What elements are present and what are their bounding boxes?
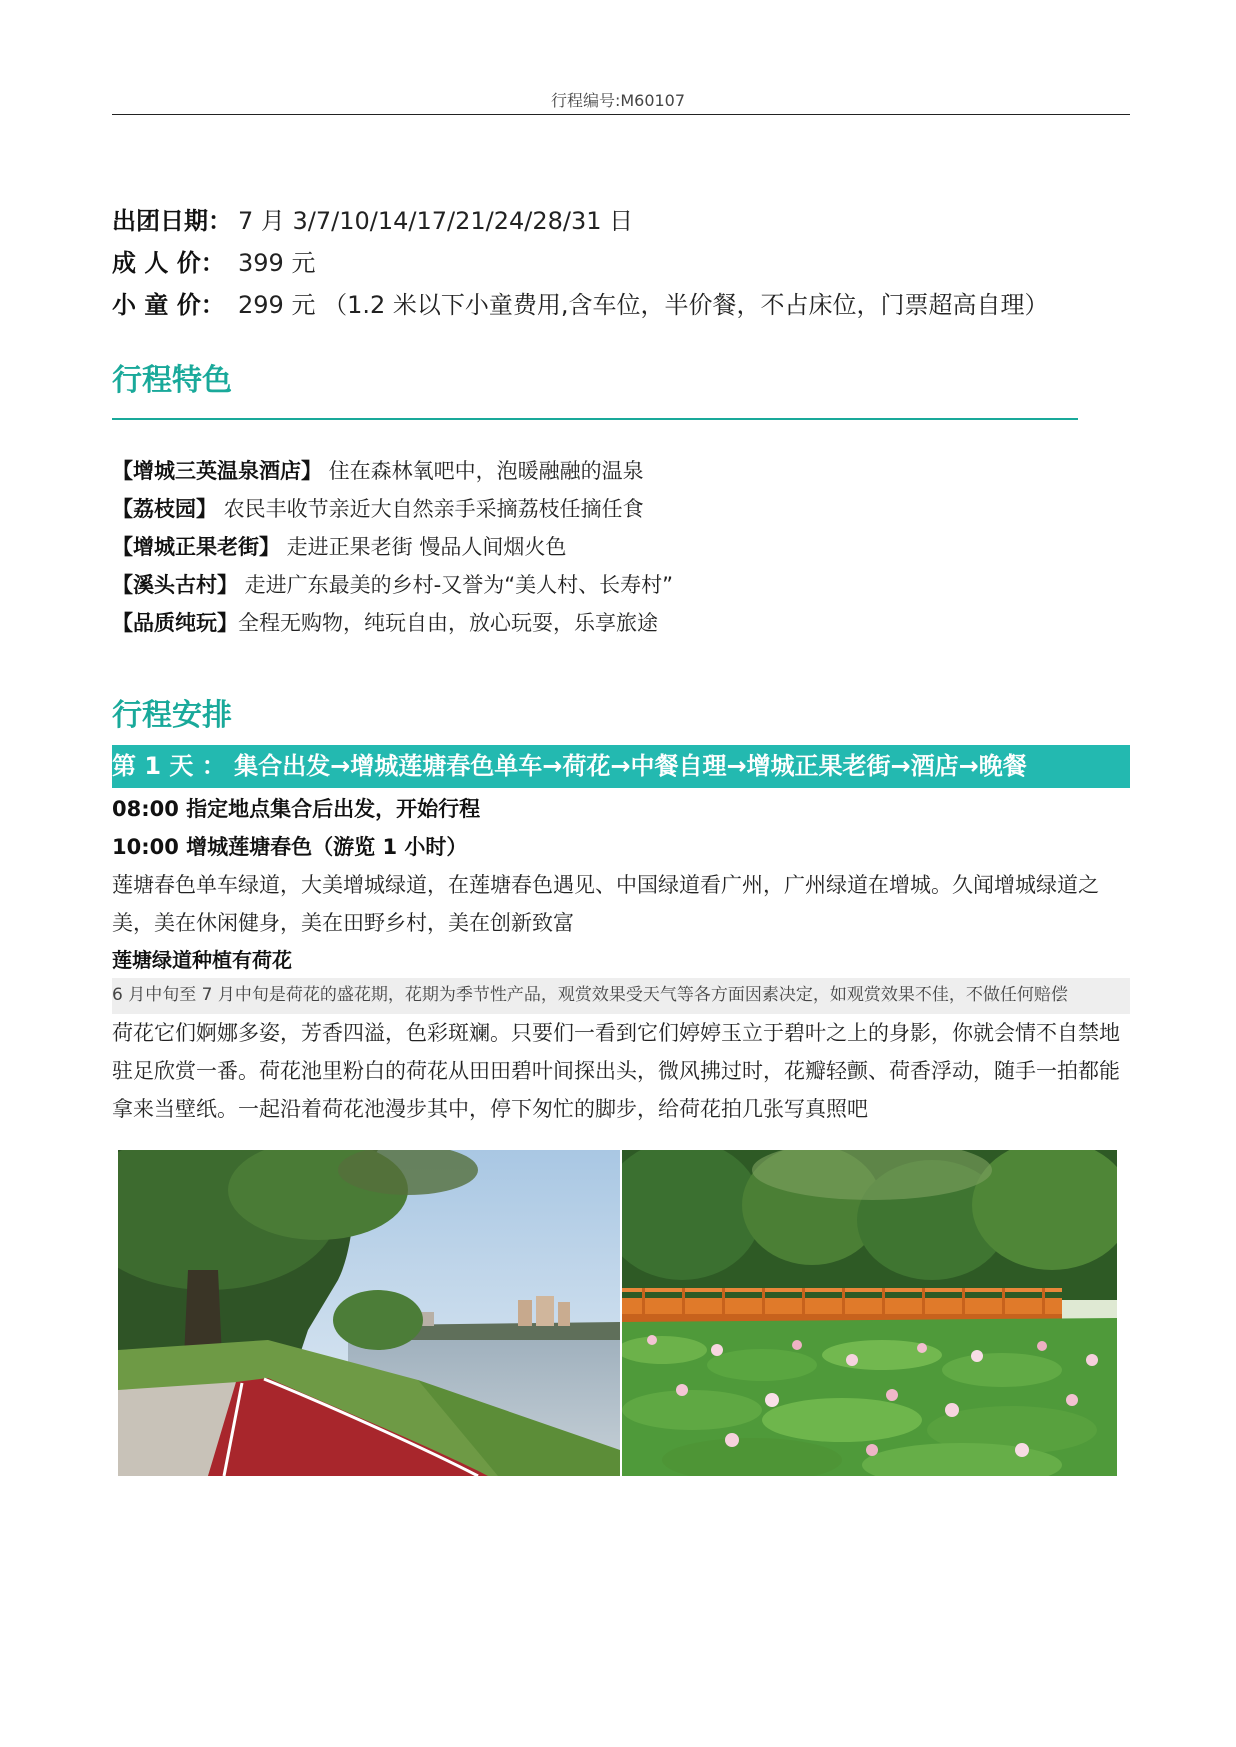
departure-dates-label: 出团日期： [112, 207, 232, 235]
feature-item [112, 528, 673, 566]
child-price-label: 小 童 价： [112, 291, 225, 319]
feature-item [112, 566, 673, 604]
season-note: 6 月中旬至 7 月中旬是荷花的盛花期，花期为季节性产品，观赏效果受天气等各方面因素决定，如观赏效果不佳，不做任何赔偿 [112, 978, 1130, 1014]
feature-name: 【荔枝园】 [112, 497, 217, 521]
feature-name: 【品质纯玩】 [112, 611, 238, 635]
greenway-photo-art [118, 1150, 620, 1476]
feature-desc: 走进正果老街 慢品人间烟火色 [280, 535, 567, 559]
day-1-title-bar: 第 1 天 ： 集合出发→增城莲塘春色单车→荷花→中餐自理→增城正果老街→酒店→晚餐 [112, 745, 1130, 788]
feature-desc: 全程无购物，纯玩自由，放心玩耍，乐享旅途 [238, 611, 658, 635]
schedule-time-0800: 08:00 指定地点集合后出发，开始行程 [112, 797, 481, 821]
features-divider [112, 418, 1078, 420]
features-list [112, 452, 673, 642]
departure-dates-row [112, 200, 1049, 242]
adult-price-row [112, 242, 1049, 284]
feature-name: 【溪头古村】 [112, 573, 238, 597]
price-info [112, 200, 1049, 326]
child-price-row [112, 284, 1049, 326]
day-1-schedule [112, 790, 1130, 1128]
feature-desc: 住在森林氧吧中，泡暖融融的温泉 [322, 459, 644, 483]
adult-price-value: 399 元 [238, 249, 316, 277]
feature-name: 【增城三英温泉酒店】 [112, 459, 322, 483]
features-title: 行程特色 [112, 363, 232, 398]
itinerary-code: 行程编号:M60107 [550, 91, 686, 110]
greenway-description: 莲塘春色单车绿道，大美增城绿道，在莲塘春色遇见、中国绿道看广州，广州绿道在增城。久闻增城绿道之美，美在休闲健身，美在田野乡村，美在创新致富 [112, 873, 1099, 935]
feature-item [112, 490, 673, 528]
feature-name: 【增城正果老街】 [112, 535, 280, 559]
feature-desc: 走进广东最美的乡村-又誉为“美人村、长寿村” [238, 573, 674, 597]
feature-item [112, 604, 673, 642]
departure-dates-value: 7 月 3/7/10/14/17/21/24/28/31 日 [238, 207, 634, 235]
feature-desc: 农民丰收节亲近大自然亲手采摘荔枝任摘任食 [217, 497, 644, 521]
lotus-description: 荷花它们婀娜多姿，芳香四溢，色彩斑斓。只要们一看到它们婷婷玉立于碧叶之上的身影，你就会情不自禁地驻足欣赏一番。荷花池里粉白的荷花从田田碧叶间探出头，微风拂过时，花瓣轻颤、荷香浮动，随手一拍都能拿来当壁纸。一起沿着荷花池漫步其中，停下匆忙的脚步，给荷花拍几张写真照吧 [112, 1021, 1120, 1121]
child-price-value: 299 元 （1.2 米以下小童费用,含车位，半价餐，不占床位，门票超高自理） [238, 291, 1049, 319]
lotus-pond-photo-art [622, 1150, 1117, 1476]
header-divider [112, 114, 1130, 115]
feature-item [112, 452, 673, 490]
greenway-photo [118, 1150, 620, 1476]
lotus-subheading: 莲塘绿道种植有荷花 [112, 948, 292, 972]
itinerary-title: 行程安排 [112, 698, 232, 733]
schedule-time-1000: 10:00 增城莲塘春色（游览 1 小时） [112, 835, 468, 859]
lotus-pond-photo [622, 1150, 1117, 1476]
adult-price-label: 成 人 价： [112, 249, 225, 277]
